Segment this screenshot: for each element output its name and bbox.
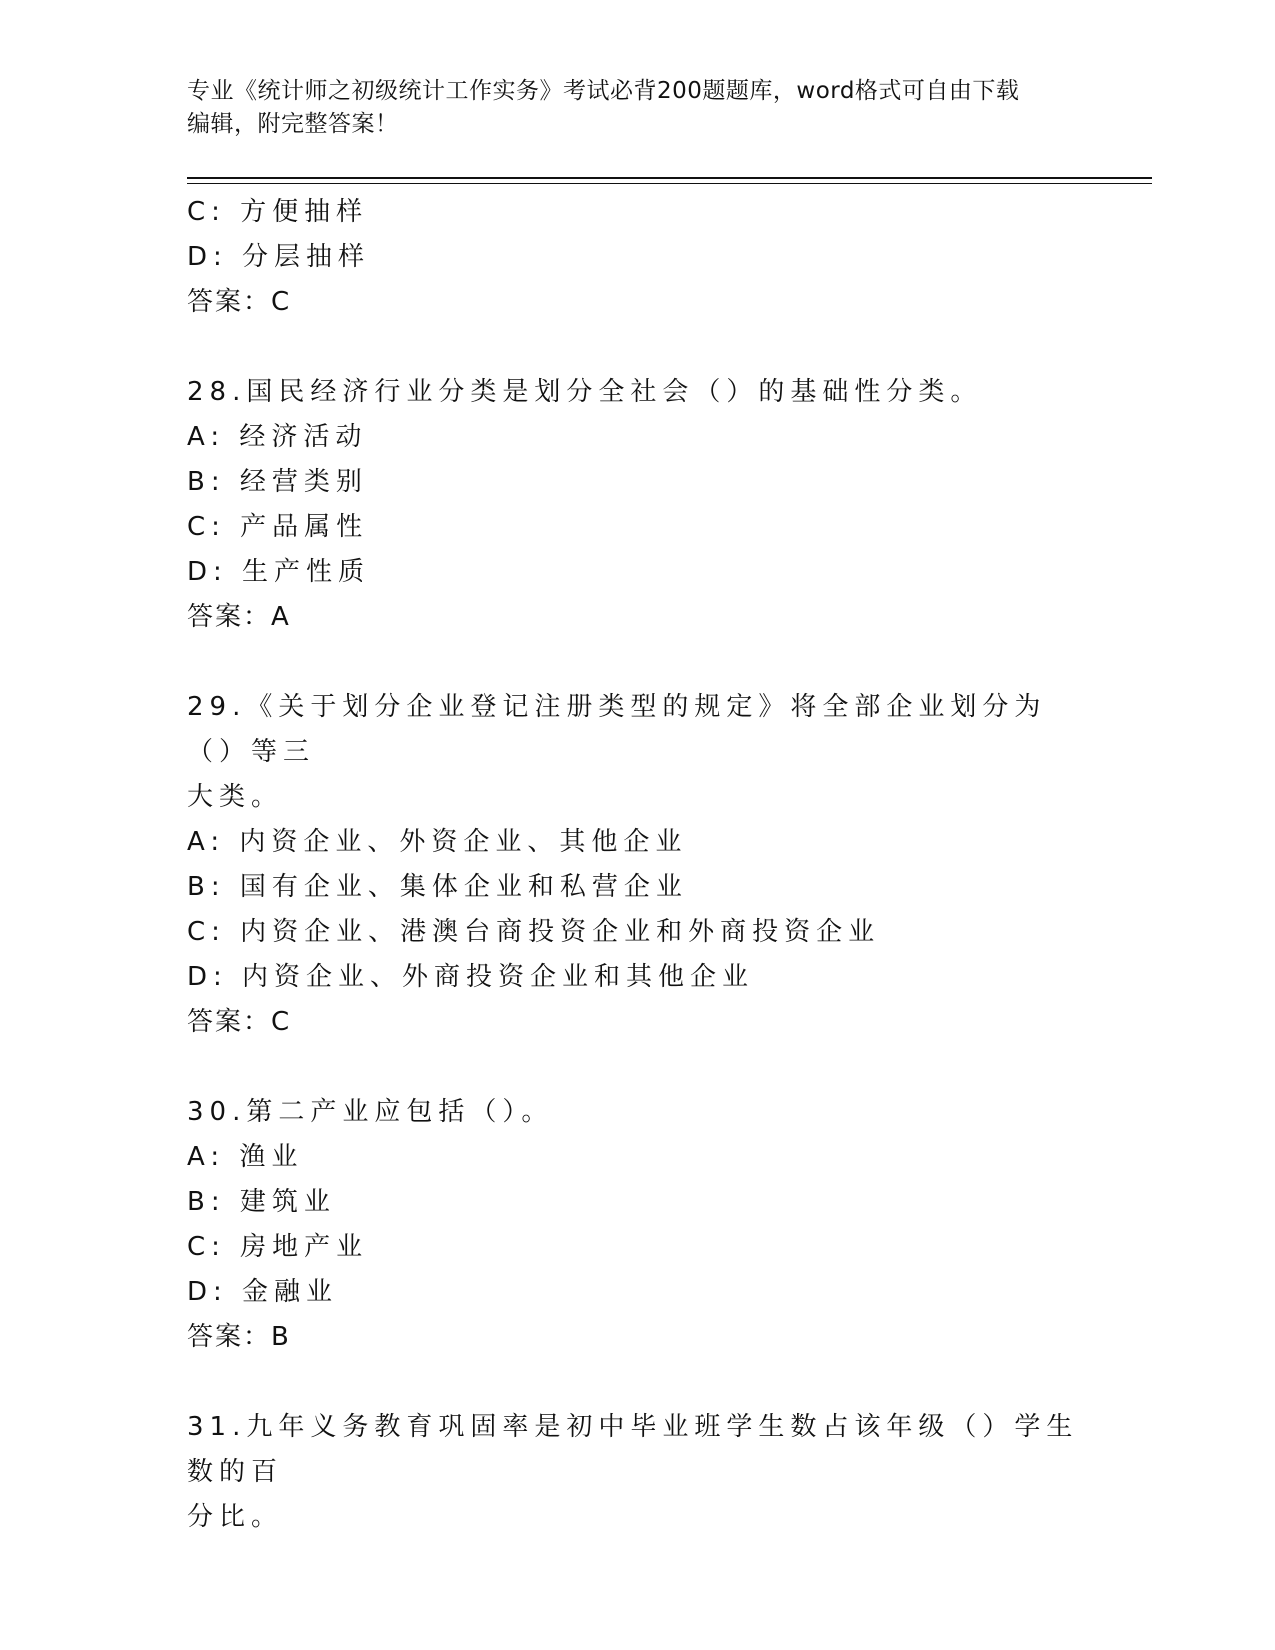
spacer [187,1045,1087,1090]
header-title-line-1: 专业《统计师之初级统计工作实务》考试必背200题题库，word格式可自由下载 [187,78,1020,104]
question-stem: 28.国民经济行业分类是划分全社会（）的基础性分类。 [187,377,983,407]
option-d: D: 生产性质 [187,557,371,587]
document-header [187,75,1087,141]
option-a: A: 渔业 [187,1142,304,1172]
option-c: C: 产品属性 [187,512,369,542]
question-block-31 [187,1405,1087,1540]
spacer [187,1360,1087,1405]
header-divider-thin [187,183,1152,184]
question-stem-line-2: 大类。 [187,782,284,812]
spacer [187,640,1087,685]
option-d: D: 金融业 [187,1277,339,1307]
option-a: A: 经济活动 [187,422,368,452]
header-title-line-2: 编辑，附完整答案！ [187,111,399,137]
option-b: B: 国有企业、集体企业和私营企业 [187,872,688,902]
header-divider-thick [187,177,1152,179]
question-stem-line-1: 29.《关于划分企业登记注册类型的规定》将全部企业划分为（）等三 [187,692,1047,767]
question-block-30 [187,1090,1087,1360]
answer-line: 答案：A [187,602,291,632]
option-b: B: 经营类别 [187,467,368,497]
question-list [187,190,1087,1540]
option-c: C: 内资企业、港澳台商投资企业和外商投资企业 [187,917,881,947]
spacer [187,325,1087,370]
option-c: C: 方便抽样 [187,197,369,227]
option-d: D: 分层抽样 [187,242,371,272]
answer-line: 答案：B [187,1322,291,1352]
option-b: B: 建筑业 [187,1187,336,1217]
question-stem-line-2: 分比。 [187,1502,284,1532]
option-d: D: 内资企业、外商投资企业和其他企业 [187,962,755,992]
option-a: A: 内资企业、外资企业、其他企业 [187,827,688,857]
question-block-27 [187,190,1087,325]
question-block-28 [187,370,1087,640]
question-stem-line-1: 31.九年义务教育巩固率是初中毕业班学生数占该年级（）学生数的百 [187,1412,1079,1487]
answer-line: 答案：C [187,287,292,317]
answer-line: 答案：C [187,1007,292,1037]
question-stem: 30.第二产业应包括（）。 [187,1097,554,1127]
question-block-29 [187,685,1087,1045]
option-c: C: 房地产业 [187,1232,369,1262]
